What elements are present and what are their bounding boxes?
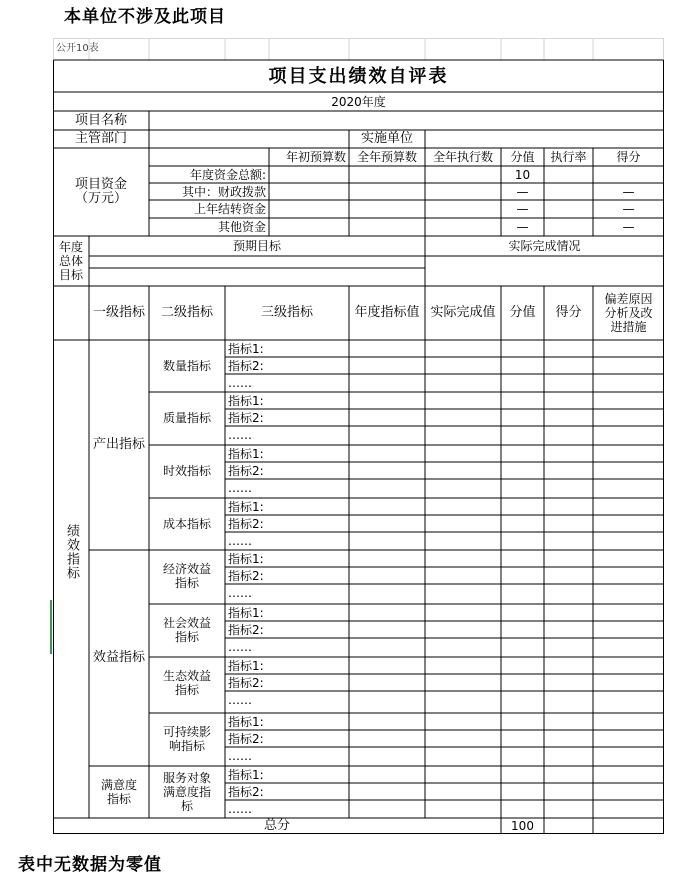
fund-fiscal-result: —	[622, 184, 635, 199]
level2-indicator: 社会效益 指标	[162, 616, 211, 644]
indicator-item-2: 指标2:	[228, 359, 264, 373]
fund-carryover-score: —	[516, 202, 529, 216]
indicator-item-1: 指标1:	[228, 394, 264, 408]
indicator-item-1: 指标1:	[228, 659, 264, 673]
fund-total-score: 10	[514, 167, 531, 182]
fund-carryover-result: —	[622, 202, 635, 216]
goals-actual: 实际完成情况	[508, 239, 581, 253]
total-label: 总分	[263, 818, 290, 833]
indicator-item-2: 指标2:	[228, 569, 264, 583]
fund-fiscal-score: —	[516, 184, 529, 199]
indicator-item-2: 指标2:	[228, 464, 264, 478]
fund-row-fiscal-label: 其中：财政拨款	[181, 184, 266, 199]
indicator-item-1: 指标1:	[228, 500, 264, 514]
project-name-label: 项目名称	[74, 113, 127, 128]
indicator-ellipsis: ……	[228, 693, 252, 707]
indicator-item-2: 指标2:	[228, 785, 264, 799]
sheet-year: 2020年度	[331, 95, 386, 109]
indicator-item-1: 指标1:	[228, 768, 264, 782]
funds-label: 项目资金 （万元）	[74, 177, 127, 206]
dept-label: 主管部门	[74, 131, 127, 146]
bottom-note: 表中无数据为零值	[18, 855, 162, 875]
col-initial-budget: 年初预算数	[285, 150, 346, 164]
perf-col-level2: 二级指标	[160, 305, 213, 320]
indicator-item-1: 指标1:	[228, 342, 264, 356]
indicator-item-2: 指标2:	[228, 517, 264, 531]
indicator-item-2: 指标2:	[228, 623, 264, 637]
indicator-ellipsis: ……	[228, 376, 252, 390]
goals-expected: 预期目标	[232, 239, 281, 253]
goals-label: 年度 总体 目标	[58, 240, 83, 282]
col-score: 分值	[510, 150, 535, 164]
indicator-ellipsis: ……	[228, 534, 252, 548]
perf-col-level1: 一级指标	[92, 305, 145, 320]
sheet-code: 公开10表	[56, 43, 99, 54]
level2-indicator: 时效指标	[162, 464, 211, 478]
indicator-item-2: 指标2:	[228, 732, 264, 746]
indicator-item-2: 指标2:	[228, 411, 264, 425]
level2-indicator: 数量指标	[162, 359, 211, 373]
col-executed: 全年执行数	[432, 150, 493, 164]
indicator-ellipsis: ……	[228, 749, 252, 763]
indicator-item-1: 指标1:	[228, 552, 264, 566]
fund-other-score: —	[516, 220, 529, 234]
perf-side-label: 绩效指标	[64, 524, 79, 580]
performance-sheet	[53, 38, 664, 834]
perf-col-result: 得分	[555, 305, 582, 320]
perf-col-target: 年度指标值	[354, 305, 420, 320]
indicator-ellipsis: ……	[228, 481, 252, 495]
level2-indicator: 服务对象 满意度指 标	[162, 771, 211, 813]
col-rate: 执行率	[550, 150, 587, 164]
indicator-item-1: 指标1:	[228, 447, 264, 461]
level1-satisfaction: 满意度 指标	[100, 778, 137, 806]
level1-output: 产出指标	[92, 437, 145, 452]
top-note: 本单位不涉及此项目	[64, 7, 226, 27]
perf-col-actual: 实际完成值	[430, 305, 496, 320]
cell-selection-marker	[50, 600, 52, 654]
perf-col-deviation: 偏差原因 分析及改 进措施	[604, 292, 653, 334]
col-full-budget: 全年预算数	[356, 150, 417, 164]
sheet-title: 项目支出绩效自评表	[268, 66, 449, 87]
fund-other-result: —	[622, 220, 635, 234]
indicator-item-1: 指标1:	[228, 606, 264, 620]
level2-indicator: 成本指标	[162, 517, 211, 531]
indicator-ellipsis: ……	[228, 640, 252, 654]
level2-indicator: 可持续影 响指标	[162, 725, 211, 753]
perf-col-level3: 三级指标	[260, 305, 313, 320]
total-score: 100	[511, 819, 534, 833]
indicator-ellipsis: ……	[228, 428, 252, 442]
level1-benefit: 效益指标	[92, 650, 145, 665]
indicator-ellipsis: ……	[228, 802, 252, 816]
indicator-item-2: 指标2:	[228, 676, 264, 690]
col-result: 得分	[616, 150, 641, 164]
fund-row-other-label: 其他资金	[217, 220, 266, 234]
level2-indicator: 质量指标	[162, 411, 211, 425]
impl-unit-label: 实施单位	[360, 131, 413, 146]
indicator-ellipsis: ……	[228, 586, 252, 600]
indicator-item-1: 指标1:	[228, 715, 264, 729]
level2-indicator: 生态效益 指标	[162, 669, 211, 697]
level2-indicator: 经济效益 指标	[162, 562, 211, 590]
fund-row-total-label: 年度资金总额:	[189, 167, 266, 182]
fund-row-carryover-label: 上年结转资金	[193, 202, 266, 216]
perf-col-score: 分值	[509, 305, 536, 320]
